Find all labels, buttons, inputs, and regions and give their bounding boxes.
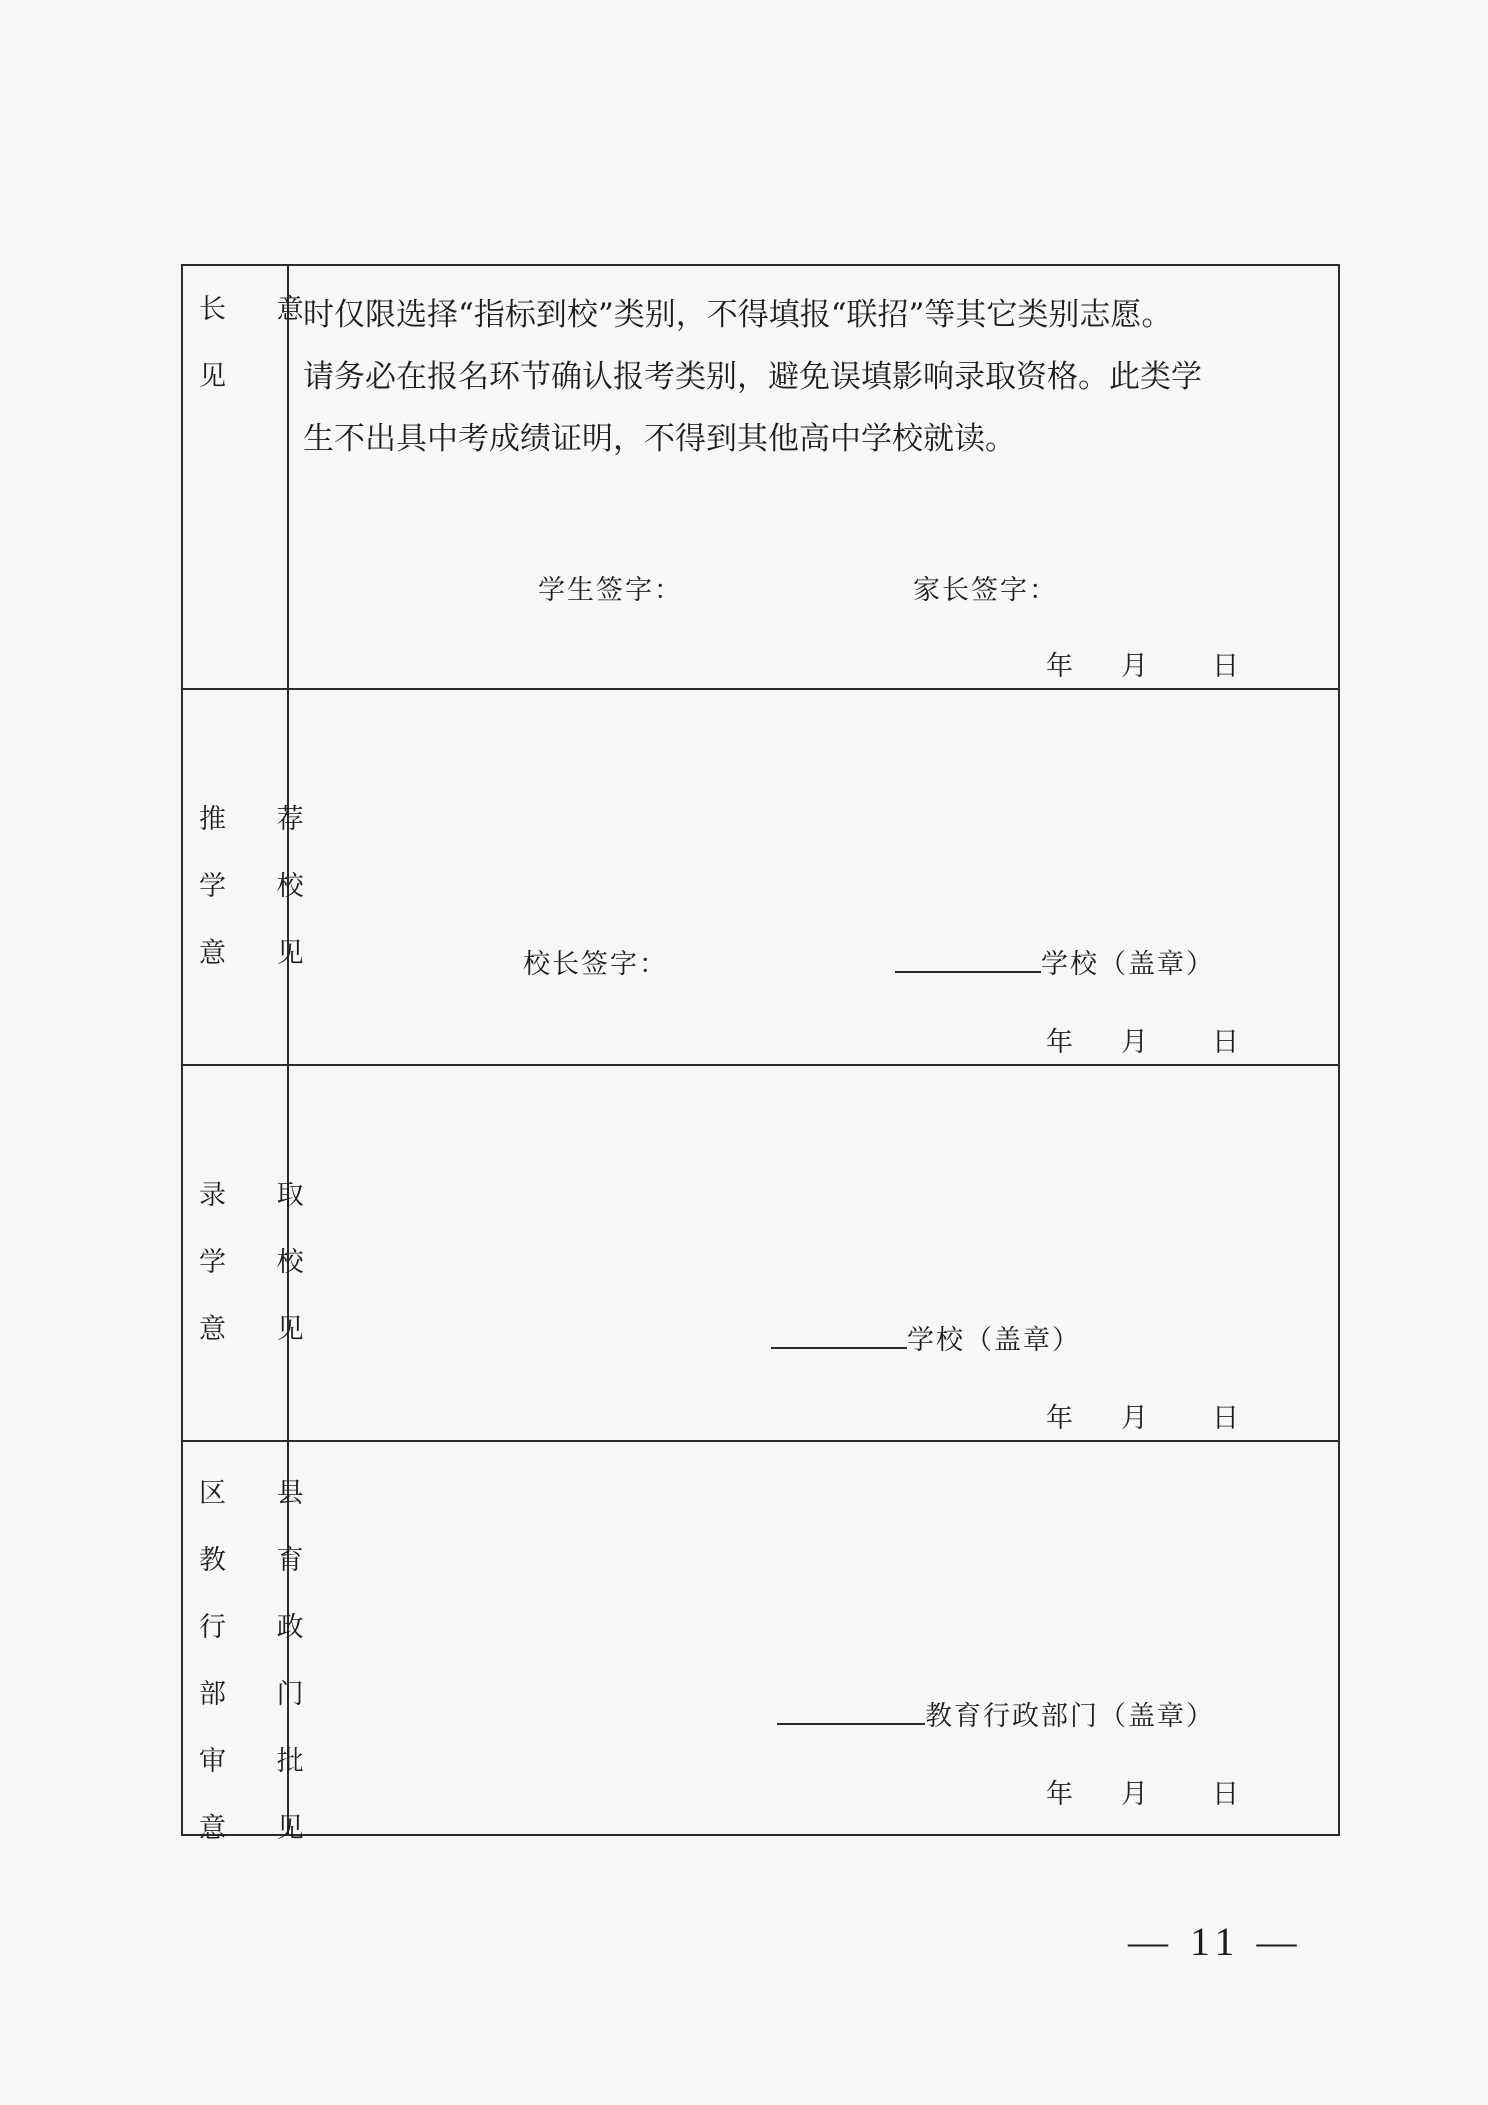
parent-opinion-label: 长 意 见 [199,294,325,392]
column-divider [287,266,289,1834]
district-date: 年 月 日 [1046,1779,1239,1810]
school-name-blank [895,943,1041,973]
parent-opinion-text: 时仅限选择“指标到校”类别，不得填报“联招”等其它类别志愿。 请务必在报名环节确认报考类别，避免误填影响录取资格。此类学 生不出具中考成绩证明，不得到其他高中学校就读。 [303,297,1202,457]
recommend-school-stamp: 学校（盖章） [895,942,1215,981]
admit-date: 年 月 日 [1046,1403,1239,1434]
row-divider-3 [183,1440,1338,1442]
parent-date: 年 月 日 [1046,651,1239,682]
approval-form-table [181,264,1340,1844]
dept-name-blank [777,1695,925,1725]
parent-signature-label: 家长签字： [913,575,1058,606]
admit-school-label: 录 取 学 校 意 见 [199,1180,325,1345]
district-approval-label: 区 县 教 育 行 政 部 门 审 批 意 见 [199,1478,325,1844]
row-divider-2 [183,1064,1338,1066]
dept-stamp: 教育行政部门（盖章） [777,1694,1215,1733]
page-number: — 11 — [1128,1919,1303,1964]
row-divider-1 [183,688,1338,690]
principal-signature-label: 校长签字： [523,949,668,980]
student-signature-label: 学生签字： [538,575,683,606]
recommend-date: 年 月 日 [1046,1027,1239,1058]
admit-school-stamp: 学校（盖章） [771,1318,1081,1357]
admit-school-name-blank [771,1319,907,1349]
recommend-school-label: 推 荐 学 校 意 见 [199,804,325,969]
